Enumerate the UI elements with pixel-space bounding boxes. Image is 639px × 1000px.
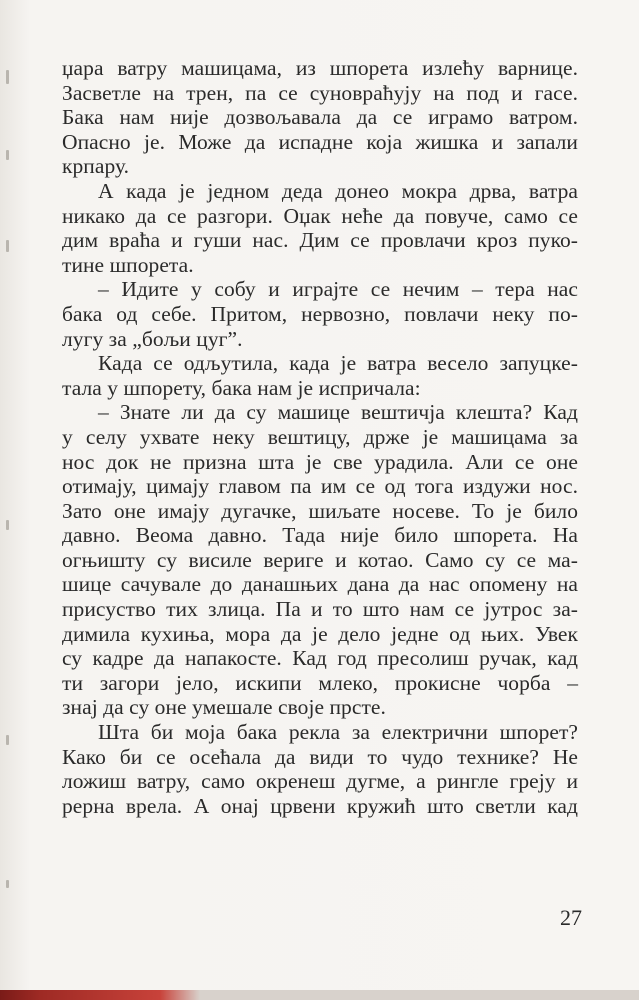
text-line: лугу за „бољи цуг”.: [62, 326, 243, 351]
text-line: Како би се осећала да види то чудо технике? Не: [62, 744, 578, 769]
text-line: – Знате ли да су машице вештичја клешта? Кад: [98, 400, 578, 425]
text-line: Опасно је. Може да испадне која жишка и запали: [62, 129, 578, 154]
text-line: Засветле на трен, па се суновраћују на под и гасе.: [62, 80, 578, 105]
text-line: џара ватру машицама, из шпорета излећу варнице.: [62, 56, 578, 80]
text-line: нос док не призна шта је све урадила. Али се оне: [62, 449, 578, 474]
text-line: ти загори јело, искипи млеко, прокисне чорба –: [62, 670, 578, 695]
binding-mark: [6, 735, 9, 745]
text-line: давно. Веома давно. Тада није било шпорета. На: [62, 523, 578, 548]
text-line: тала у шпорету, бака нам је испричала:: [62, 375, 421, 400]
text-line: огњишту су висиле вериге и котао. Само су се ма-: [62, 547, 578, 572]
text-line: тине шпорета.: [62, 252, 194, 277]
text-line: дим враћа и гуши нас. Дим се провлачи кроз пуко-: [62, 228, 578, 253]
text-line: – Идите у собу и играјте се нечим – тера нас: [98, 277, 578, 302]
text-line: у селу ухвате неку вештицу, држе је машицама за: [62, 424, 578, 449]
text-line: Зато оне имају дугачке, шиљате носеве. То је било: [62, 498, 578, 523]
page-number: 27: [560, 905, 582, 930]
text-line: рерна врела. А онај црвени кружић што светли кад: [62, 793, 578, 818]
text-line: Када се одљутила, када је ватра весело запуцке-: [98, 351, 578, 376]
binding-mark: [6, 520, 9, 530]
cover-edge: [0, 990, 639, 1000]
binding-mark: [6, 70, 9, 84]
text-line: димила кухиња, мора да је дело једне од њих. Увек: [62, 621, 578, 646]
text-line: ложиш ватру, само окренеш дугме, а рингле греју и: [62, 769, 578, 794]
text-line: Бака нам није дозвољавала да се играмо ватром.: [62, 105, 578, 130]
text-line: Шта би моја бака рекла за електрични шпорет?: [98, 720, 578, 745]
binding-mark: [6, 150, 9, 160]
text-line: А када је једном деда донео мокра дрва, ватра: [98, 178, 578, 203]
binding-mark: [6, 880, 9, 888]
text-line: знај да су оне умешале своје прсте.: [62, 695, 386, 720]
text-line: отимају, цимају главом па им се од тога издужи нос.: [62, 474, 578, 499]
text-line: присуство тих злица. Па и то што нам се јутрос за-: [62, 597, 578, 622]
text-line: крпару.: [62, 154, 130, 179]
text-line: никако да се разгори. Оџак неће да повуче, само се: [62, 203, 578, 228]
text-line: бака од себе. Притом, нервозно, повлачи неку по-: [62, 301, 578, 326]
binding-mark: [6, 240, 9, 252]
text-line: су кадре да напакосте. Кад год пресолиш ручак, кад: [62, 646, 578, 671]
text-line: шице сачувале до данашњих дана да нас опомену на: [62, 572, 578, 597]
body-text: [62, 56, 578, 818]
